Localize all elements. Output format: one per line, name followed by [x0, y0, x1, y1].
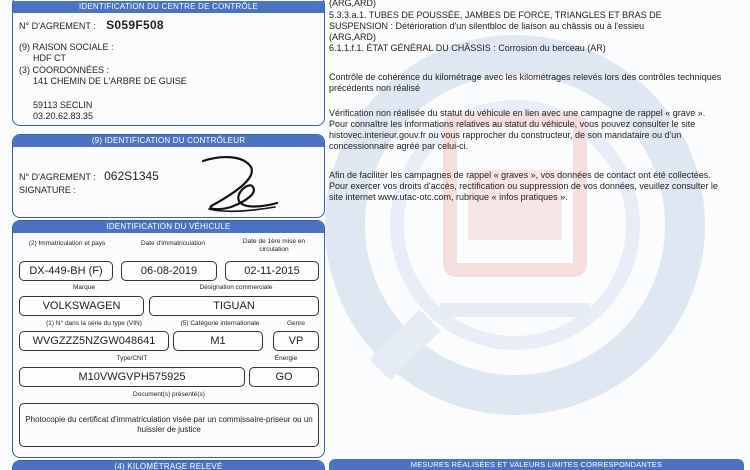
defect-line3: (ARG,ARD): [329, 32, 376, 42]
date-1ere-label: Date de 1ère mise en circulation: [242, 238, 306, 253]
date-1ere-value: 02-11-2015: [225, 261, 319, 281]
designation-label: Désignation commerciale: [199, 284, 273, 291]
contact-data-paragraph: Afin de faciliter les campagnes de rappel « graves », vos données de contact ont été collectées. Pour exercer vos droits d'accès, rectification ou suppression de vos données, veuillez consulter le site internet www.utac-otc.com, rubrique « infos pratiques ».: [329, 170, 718, 202]
type-label: Type/CNIT: [116, 355, 148, 362]
immat-value: DX-449-BH (F): [19, 261, 113, 281]
centre-agrement-label: N° D'AGREMENT :: [19, 21, 96, 31]
genre-value: VP: [273, 331, 319, 351]
centre-header: IDENTIFICATION DU CENTRE DE CONTRÔLE: [13, 1, 324, 13]
vehicule-panel: [12, 220, 325, 458]
controleur-header: (9) IDENTIFICATION DU CONTRÔLEUR: [13, 135, 324, 147]
marque-label: Marque: [72, 284, 96, 291]
defect-arg-ard: (ARG,ARD): [329, 0, 376, 8]
immat-label: (2) Immatriculation et pays: [28, 240, 106, 247]
type-value: M10VWGVPH575925: [19, 367, 245, 387]
controleur-panel: [12, 134, 325, 218]
vin-label: (1) N° dans la série du type (VIN): [46, 320, 142, 327]
documents-label: Document(s) présenté(s): [133, 391, 205, 398]
categorie-value: M1: [173, 331, 263, 351]
defect-line1: 5.3.3.a.1. TUBES DE POUSSÉE, JAMBES DE FORCE, TRIANGLES ET BRAS DE: [329, 10, 662, 20]
raison-sociale-value: HDF CT: [33, 53, 66, 63]
vehicule-header: IDENTIFICATION DU VÉHICULE: [13, 221, 324, 233]
kilometrage-paragraph: Contrôle de cohérence du kilométrage avec les kilométrages relevés lors des contrôles techniques précédents non réalisé: [329, 72, 722, 93]
recall-status-paragraph: Vérification non réalisée du statut du véhicule en lien avec une campagne de rappel « grave ». Pour connaître les informations relatives au statut du véhicule, vous pouvez consulter le site histovec.interieur.gouv.fr ou vous rapprocher du constructeur, de son mandataire ou d'un concessionnaire agréé par celui-ci.: [329, 108, 706, 151]
designation-value: TIGUAN: [149, 296, 319, 316]
controleur-agrement-value: 062S1345: [104, 169, 159, 183]
raison-sociale-label: (9) RAISON SOCIALE :: [19, 42, 114, 52]
km-panel: [12, 460, 325, 470]
energie-value: GO: [249, 367, 319, 387]
vin-value: WVGZZZ5NZGW048641: [19, 331, 169, 351]
defect-line4: 6.1.1.f.1. ÉTAT GÉNÉRAL DU CHÂSSIS : Corrosion du berceau (AR): [329, 43, 606, 53]
date-immat-label: Date d'immatriculation: [140, 240, 206, 247]
address-line1: 141 CHEMIN DE L'ARBRE DE GUISE: [33, 76, 187, 86]
phone-number: 03.20.62.83.35: [33, 111, 94, 121]
coordonnees-label: (3) COORDONNÉES :: [19, 65, 110, 75]
centre-panel: [12, 0, 325, 126]
defect-line2: SUSPENSION : Détérioration d'un silentbloc de liaison au châssis ou à l'essieu: [329, 21, 645, 31]
categorie-label: (5) Catégorie internationale: [180, 320, 260, 327]
km-header: (4) KILOMÉTRAGE RELEVÉ: [13, 461, 324, 470]
genre-label: Genre: [286, 320, 306, 327]
date-immat-value: 06-08-2019: [121, 261, 217, 281]
energie-label: Énergie: [274, 355, 298, 362]
measures-header: MESURES RÉALISÉES ET VALEURS LIMITES CORRESPONDANTES: [329, 459, 744, 470]
marque-value: VOLKSWAGEN: [19, 296, 144, 316]
address-line2: 59113 SECLIN: [33, 100, 93, 110]
signature-icon: [191, 151, 281, 217]
controleur-agrement-label: N° D'AGREMENT :: [19, 172, 96, 182]
centre-agrement-value: S059F508: [106, 18, 164, 32]
documents-value: Photocopie du certificat d'immatriculation visée par un commissaire-priseur ou un huissier de justice: [19, 403, 319, 447]
signature-label: SIGNATURE :: [19, 185, 76, 195]
